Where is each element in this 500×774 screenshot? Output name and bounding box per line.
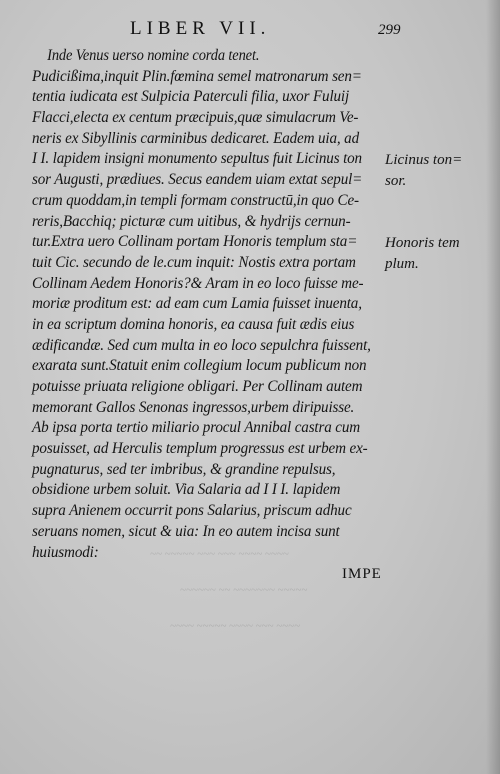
folio-number: 299 [378, 22, 401, 38]
catchword: IMPE [342, 566, 382, 582]
text-line: Flacci,electa ex centum præcipuis,quæ simulacrum Ve- [32, 109, 359, 127]
marginal-note-licinus: Licinus ton= [385, 152, 463, 168]
text-line: supra Anienem occurrit pons Salarius, priscum adhuc [32, 502, 352, 520]
text-line: reris,Bacchiq; picturæ cum uitibus, & hydrijs cernun- [32, 212, 351, 230]
marginal-note-honoris: Honoris tem [385, 234, 460, 251]
text-line: posuisset, ad Herculis templum progressus est urbem ex- [32, 440, 368, 458]
text-line: crum quoddam,in templi formam constructū,in quo Ce- [32, 191, 359, 209]
running-head: LIBER VII. [130, 18, 271, 39]
show-through-3: ~~~~ ~~~~~ ~~~~ ~~~ ~~~~ [170, 620, 301, 632]
text-line: memorant Gallos Senonas ingressos,urbem diripuisse. [32, 398, 355, 416]
text-line: ædificandæ. Sed cum multa in eo loco sepulchra fuissent, [32, 336, 371, 354]
text-line: in ea scriptum domina honoris, ea causa fuit ædis eius [32, 315, 355, 333]
text-line: potuisse priuata religione obligari. Per Collinam autem [32, 378, 363, 395]
show-through-2: ~~~~~~ ~~ ~~~~~~~ ~~~~~ [180, 584, 308, 596]
text-line: sor Augusti, prædiues. Secus eandem uiam extat sepul= [32, 171, 363, 189]
text-line: Inde Venus uerso nomine corda tenet. [47, 47, 260, 64]
text-line: seruans nomen, sicut & uia: In eo autem incisa sunt [32, 522, 340, 540]
text-line: exarata sunt.Statuit enim collegium locum publicum non [32, 357, 367, 375]
page-header [0, 18, 500, 42]
text-line: moriæ proditum est: ad eam cum Lamia fuisset inuenta, [32, 295, 362, 313]
text-line: Pudicißima,inquit Plin.fœmina semel matronarum sen= [32, 67, 362, 85]
text-line: tentia iudicata est Sulpicia Paterculi filia, uxor Fuluij [32, 88, 350, 106]
text-line: huiusmodi: [32, 543, 99, 561]
show-through-1: ~~ ~~~~~ ~~~ ~~~ ~~~~ ~~~~ [150, 548, 289, 560]
text-line: tuit Cic. secundo de le.cum inquit: Nostis extra portam [32, 253, 356, 271]
marginal-note-plum: plum. [385, 255, 419, 272]
main-text [32, 46, 404, 563]
text-line: obsidione urbem soluit. Via Salaria ad I I I. lapidem [32, 481, 341, 499]
text-line: neris ex Sibyllinis carminibus dedicaret. Eadem uia, ad [32, 129, 360, 147]
text-line: tur.Extra uero Collinam portam Honoris templum sta= [32, 233, 358, 251]
text-line: pugnaturus, sed ter imbribus, & grandine repulsus, [32, 460, 336, 478]
marginal-note-sepulcrum: sor. [385, 172, 407, 189]
text-line: Ab ipsa porta tertio miliario procul Annibal castra cum [32, 419, 361, 437]
text-line: I I. lapidem insigni monumento sepultus fuit Licinus ton [32, 150, 362, 168]
gutter-shadow [486, 0, 500, 774]
text-line: Collinam Aedem Honoris?& Aram in eo loco fuisse me- [32, 274, 364, 292]
